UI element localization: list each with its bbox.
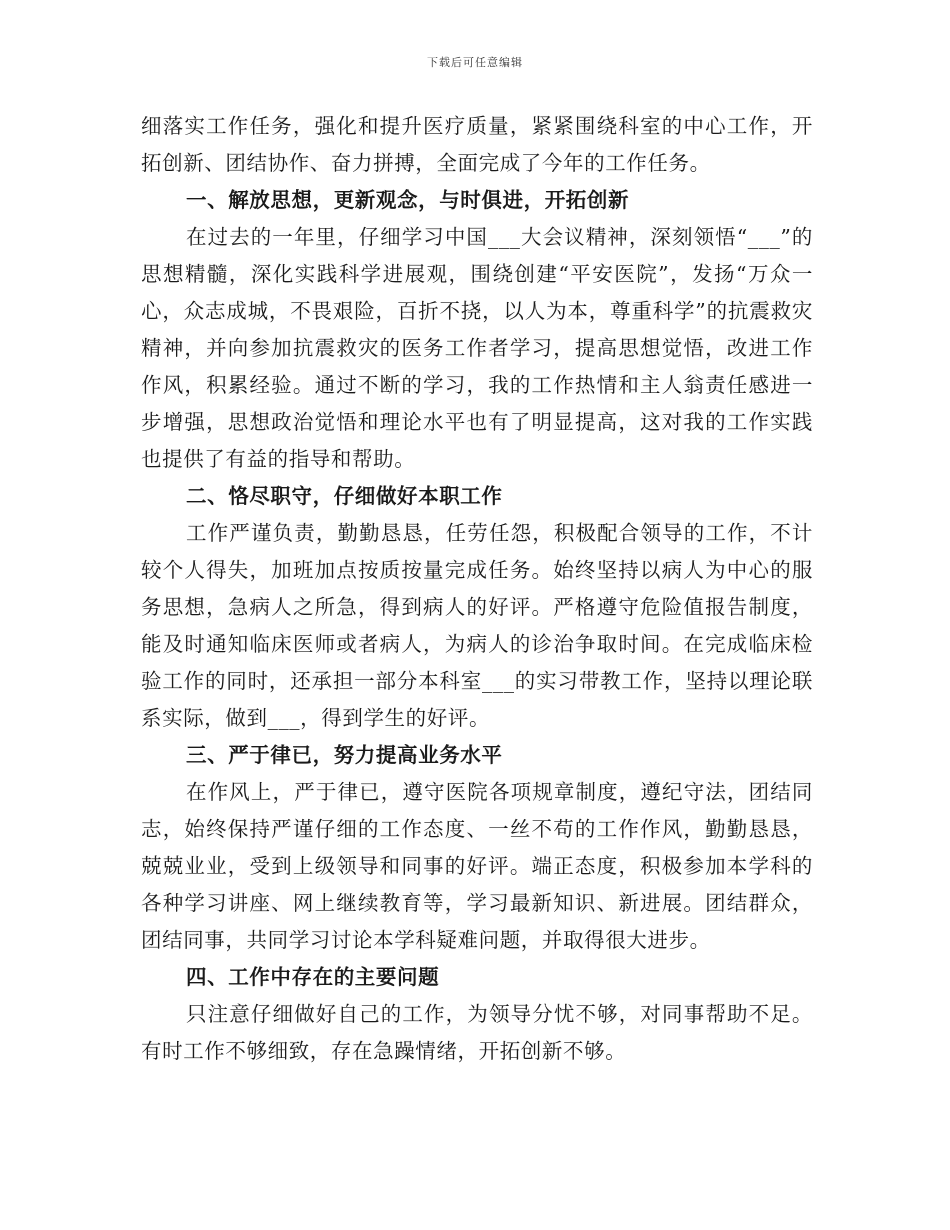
section-paragraph-1: 在过去的一年里，仔细学习中国___大会议精神，深刻领悟“___”的思想精髓，深化实践科学进展观，围绕创建“平安医院”，发扬“万众一心，众志成城，不畏艰险，百折不挠，以人为本，尊重科学”的抗震救灾精神，并向参加抗震救灾的医务工作者学习，提高思想觉悟，改进工作作风，积累经验。通过不断的学习，我的工作热情和主人翁责任感进一步增强，思想政治觉悟和理论水平也有了明显提高，这对我的工作实践也提供了有益的指导和帮助。	[141, 225, 813, 471]
page-header: 下载后可任意编辑	[427, 56, 523, 69]
intro-paragraph: 细落实工作任务，强化和提升医疗质量，紧紧围绕科室的中心工作，开拓创新、团结协作、奋力拼搏，全面完成了今年的工作任务。	[141, 114, 813, 175]
section-paragraph-4: 只注意仔细做好自己的工作，为领导分忧不够，对同事帮助不足。有时工作不够细致，存在急躁情绪，开拓创新不够。	[141, 1002, 813, 1063]
document-body	[141, 108, 813, 1070]
section-heading-2: 二、恪尽职守，仔细做好本职工作	[186, 484, 503, 508]
section-paragraph-3: 在作风上，严于律已，遵守医院各项规章制度，遵纪守法，团结同志，始终保持严谨仔细的工作态度、一丝不苟的工作作风，勤勤恳恳，兢兢业业，受到上级领导和同事的好评。端正态度，积极参加本学科的各种学习讲座、网上继续教育等，学习最新知识、新进展。团结群众，团结同事，共同学习讨论本学科疑难问题，并取得很大进步。	[141, 780, 813, 952]
section-paragraph-2: 工作严谨负责，勤勤恳恳，任劳任怨，积极配合领导的工作，不计较个人得失，加班加点按质按量完成任务。始终坚持以病人为中心的服务思想，急病人之所急，得到病人的好评。严格遵守危险值报告制度，能及时通知临床医师或者病人，为病人的诊治争取时间。在完成临床检验工作的同时，还承担一部分本科室___的实习带教工作，坚持以理论联系实际，做到___，得到学生的好评。	[141, 521, 813, 730]
section-heading-4: 四、工作中存在的主要问题	[186, 965, 440, 989]
section-heading-3: 三、严于律已，努力提高业务水平	[186, 743, 503, 767]
section-heading-1: 一、解放思想，更新观念，与时俱进，开拓创新	[186, 188, 630, 212]
